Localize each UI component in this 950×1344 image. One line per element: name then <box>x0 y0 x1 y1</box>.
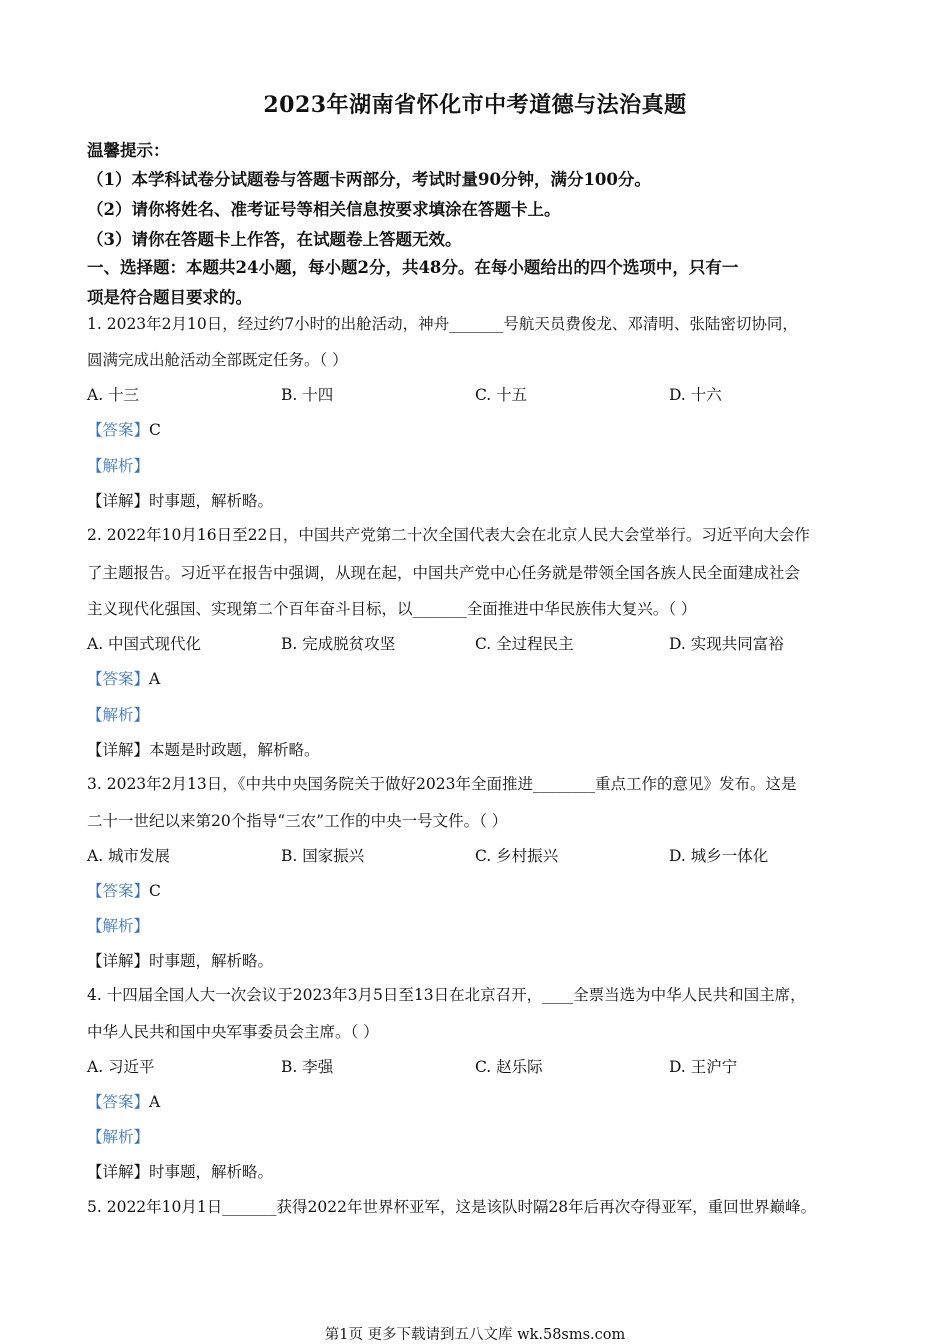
question-4-text: 4. 十四届全国人大一次会议于2023年3月5日至13日在北京召开，____全票当选为中华人民共和国主席， <box>87 986 806 1004</box>
detail-line <box>87 1160 273 1182</box>
detail-text: 时事题，解析略。 <box>149 492 274 510</box>
detail-tag: 【详解】 <box>87 492 150 510</box>
option-a: A. 中国式现代化 <box>87 635 202 653</box>
option-a: A. 城市发展 <box>87 847 171 865</box>
analysis-tag: 【解析】 <box>87 917 150 935</box>
detail-tag: 【详解】 <box>87 741 150 759</box>
option-c: C. 十五 <box>475 386 528 404</box>
question-1-text: 1. 2023年2月10日，经过约7小时的出舱活动，神舟_______号航天员费俊龙、邓清明、张陆密切协同， <box>87 315 798 333</box>
section-heading-line: 一、选择题：本题共24小题，每小题2分，共48分。在每小题给出的四个选项中，只有一 <box>87 258 739 277</box>
tip-line: （1）本学科试卷分试题卷与答题卡两部分，考试时量90分钟，满分100分。 <box>87 170 651 189</box>
answer-tag: 【答案】 <box>87 1093 150 1111</box>
analysis-tag: 【解析】 <box>87 706 150 724</box>
answer-value: C <box>149 882 161 900</box>
answer-line <box>87 879 161 901</box>
option-a: A. 十三 <box>87 386 140 404</box>
question-3-text: 3. 2023年2月13日，《中共中央国务院关于做好2023年全面推进________重点工作的意见》发布。这是 <box>87 775 797 793</box>
option-d: D. 十六 <box>669 386 722 404</box>
answer-tag: 【答案】 <box>87 421 150 439</box>
question-2-text: 2. 2022年10月16日至22日，中国共产党第二十次全国代表大会在北京人民大会堂举行。习近平向大会作 <box>87 526 810 544</box>
option-b: B. 十四 <box>281 386 334 404</box>
detail-tag: 【详解】 <box>87 1163 150 1181</box>
detail-line <box>87 489 273 511</box>
detail-line <box>87 738 320 760</box>
option-d: D. 实现共同富裕 <box>669 635 784 653</box>
answer-tag: 【答案】 <box>87 882 150 900</box>
answer-value: A <box>149 670 161 688</box>
detail-text: 本题是时政题，解析略。 <box>149 741 320 759</box>
page-title: 2023年湖南省怀化市中考道德与法治真题 <box>263 92 687 118</box>
question-2-options <box>87 632 867 654</box>
question-2-text: 了主题报告。习近平在报告中强调，从现在起，中国共产党中心任务就是带领全国各族人民全面建成社会 <box>87 564 801 582</box>
detail-line <box>87 949 273 971</box>
question-3-options <box>87 844 867 866</box>
question-2-text: 主义现代化强国、实现第二个百年奋斗目标，以_______全面推进中华民族伟大复兴。（ ） <box>87 600 697 618</box>
tips-heading: 温馨提示： <box>87 141 170 160</box>
answer-line <box>87 1090 160 1112</box>
detail-tag: 【详解】 <box>87 952 150 970</box>
tip-line: （3）请你在答题卡上作答，在试题卷上答题无效。 <box>87 230 462 249</box>
section-heading-line: 项是符合题目要求的。 <box>87 288 252 307</box>
detail-text: 时事题，解析略。 <box>149 952 274 970</box>
answer-value: C <box>149 421 161 439</box>
option-c: C. 乡村振兴 <box>475 847 559 865</box>
question-4-options <box>87 1055 867 1077</box>
question-4-text: 中华人民共和国中央军事委员会主席。（ ） <box>87 1023 379 1041</box>
analysis-tag: 【解析】 <box>87 1128 150 1146</box>
answer-line <box>87 418 161 440</box>
option-b: B. 完成脱贫攻坚 <box>281 635 396 653</box>
answer-line <box>87 667 160 689</box>
tip-line: （2）请你将姓名、准考证号等相关信息按要求填涂在答题卡上。 <box>87 200 561 219</box>
answer-value: A <box>149 1093 161 1111</box>
option-b: B. 国家振兴 <box>281 847 365 865</box>
analysis-tag: 【解析】 <box>87 457 150 475</box>
option-a: A. 习近平 <box>87 1058 155 1076</box>
detail-text: 时事题，解析略。 <box>149 1163 274 1181</box>
question-5-text: 5. 2022年10月1日_______获得2022年世界杯亚军，这是该队时隔28年后再次夺得亚军，重回世界巅峰。 <box>87 1198 817 1216</box>
option-c: C. 赵乐际 <box>475 1058 543 1076</box>
option-d: D. 王沪宁 <box>669 1058 738 1076</box>
option-c: C. 全过程民主 <box>475 635 574 653</box>
question-3-text: 二十一世纪以来第20个指导“三农”工作的中央一号文件。（ ） <box>87 812 508 830</box>
question-1-options <box>87 383 867 405</box>
question-1-text: 圆满完成出舱活动全部既定任务。（ ） <box>87 351 348 369</box>
answer-tag: 【答案】 <box>87 670 150 688</box>
option-b: B. 李强 <box>281 1058 334 1076</box>
page-footer: 第1页 更多下载请到五八文库 wk.58sms.com <box>324 1327 626 1343</box>
option-d: D. 城乡一体化 <box>669 847 769 865</box>
